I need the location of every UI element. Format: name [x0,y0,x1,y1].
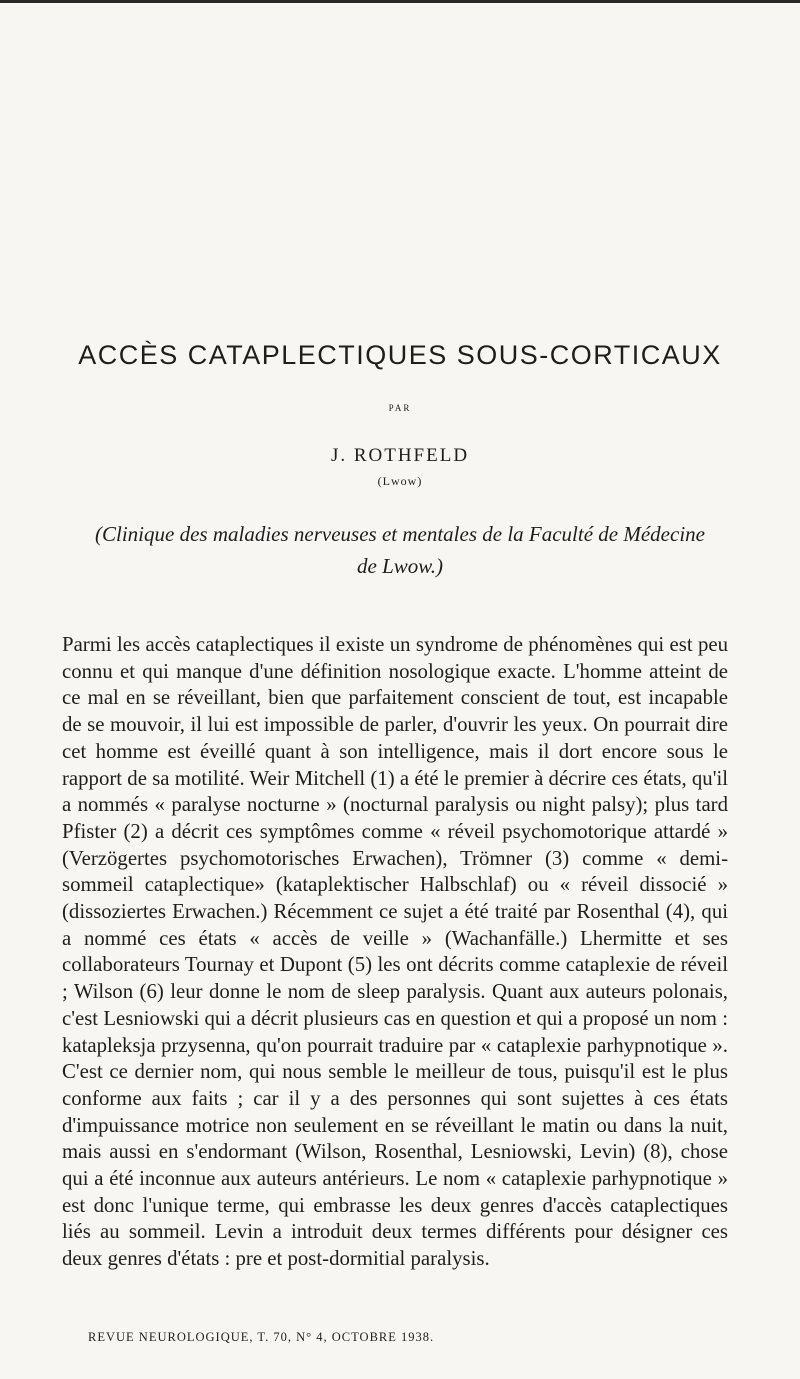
by-label: PAR [388,403,412,413]
body-paragraph: Parmi les accès cataplectiques il existe un syndrome de phénomènes qui est peu connu et qui manque d'une définition nosologique exacte. L'homme atteint de ce mal en se réveillant, bien que parfaitement conscient de tout, est incapable de se mouvoir, il lui est impossible de parler, d'ouvrir les yeux. On pourrait dire cet homme est éveillé quant à son intelligence, mais il dort encore sous le rapport de sa motilité. Weir Mitchell (1) a été le premier à décrire ces états, qu'il a nommés « paralyse nocturne » (nocturnal paralysis ou night palsy); plus tard Pfister (2) a décrit ces symptômes comme « réveil psychomotorique attardé » (Verzögertes psychomotorisches Erwachen), Trömner (3) comme « demi-sommeil cataplectique» (kataplektischer Halbschlaf) ou « réveil dissocié » (dissoziertes Erwachen.) Récemment ce sujet a été traité par Rosenthal (4), qui a nommé ces états « accès de veille » (Wachanfälle.) Lhermitte et ses collaborateurs Tournay et Dupont (5) les ont décrits comme cataplexie de réveil ; Wilson (6) leur donne le nom de sleep paralysis. Quant aux auteurs polonais, c'est Lesniowski qui a décrit plusieurs cas en question et qui a proposé un nom : katapleksja przysenna, qu'on pourrait traduire par « cataplexie parhypnotique ». C'est ce dernier nom, qui nous semble le meilleur de tous, puisqu'il est le plus conforme aux faits ; car il y a des personnes qui sont sujettes à ces états d'impuissance motrice non seulement en se réveillant le matin ou dans la nuit, mais aussi en s'endormant (Wilson, Rosenthal, Lesniowski, Levin) (8), chose qui a été inconnue aux auteurs antérieurs. Le nom « cataplexie parhypnotique » est donc l'unique terme, qui embrasse les deux genres d'accès cataplectiques liés au sommeil. Levin a introduit deux termes différents pour désigner ces deux genres d'états : pre et post-dormitial paralysis. [62,633,728,1271]
article-title: ACCÈS CATAPLECTIQUES SOUS-CORTICAUX [78,340,722,370]
journal-citation: REVUE NEUROLOGIQUE, T. 70, N° 4, OCTOBRE 1938. [88,1330,435,1344]
author-city: (Lwow) [377,474,423,488]
author-name: J. ROTHFELD [330,445,470,466]
affiliation-line-1: (Clinique des maladies nerveuses et mentales de la Faculté de Médecine [95,522,705,546]
page-top-rule [0,0,800,3]
affiliation [60,518,740,582]
affiliation-line-2: de Lwow.) [357,554,443,578]
